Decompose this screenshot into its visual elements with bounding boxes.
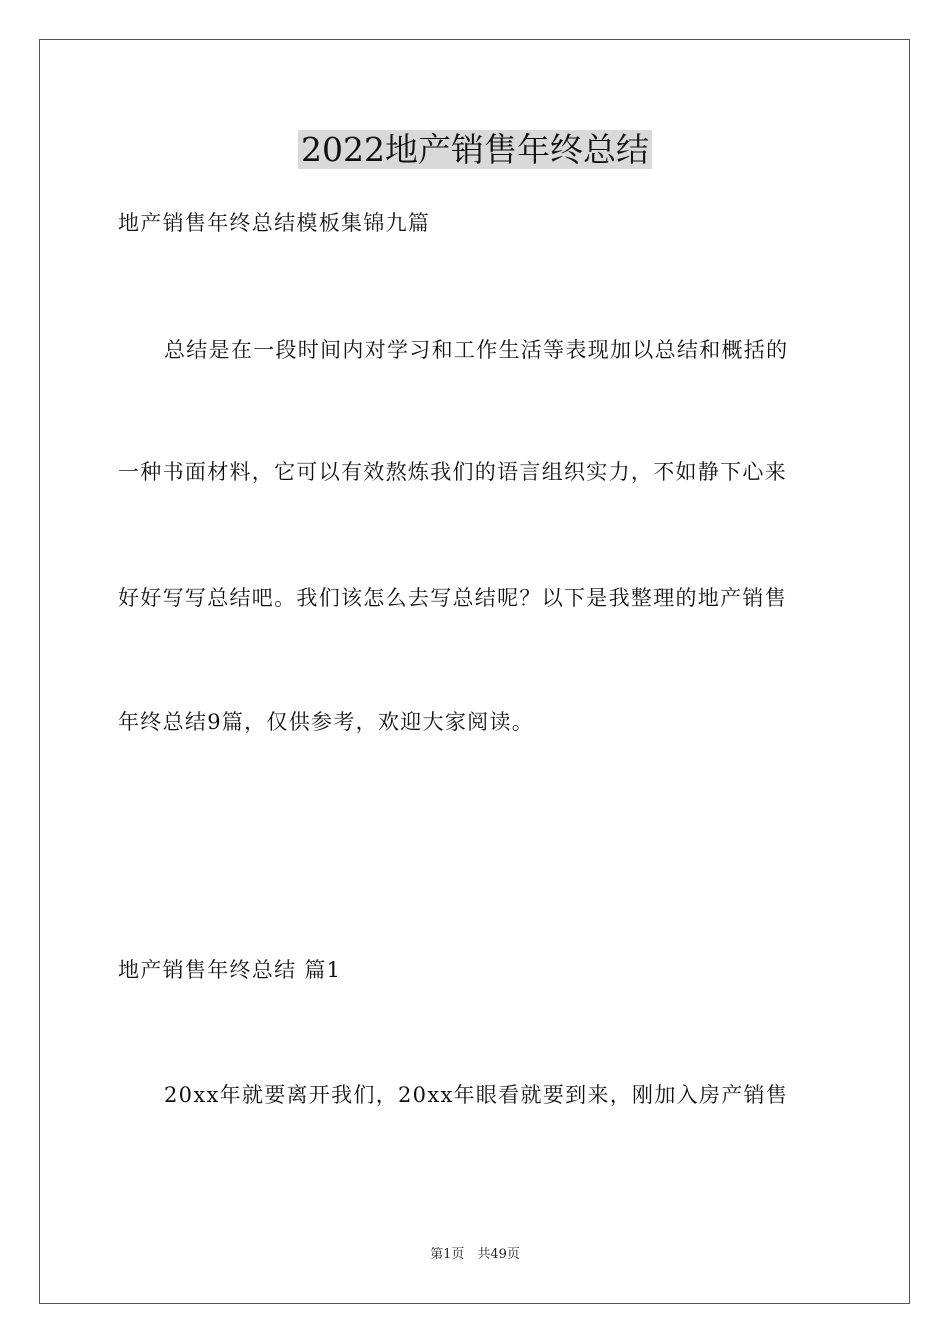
intro-paragraph-line-3: 好好写写总结吧。我们该怎么去写总结呢？以下是我整理的地产销售: [118, 586, 787, 610]
intro-paragraph-line-1: 总结是在一段时间内对学习和工作生活等表现加以总结和概括的: [164, 338, 789, 362]
section-paragraph-line-1: 20xx年就要离开我们，20xx年眼看就要到来，刚加入房产销售: [164, 1083, 789, 1107]
document-subtitle: 地产销售年终总结模板集锦九篇: [118, 211, 431, 235]
document-title: [0, 128, 950, 172]
intro-paragraph-line-2: 一种书面材料，它可以有效熬炼我们的语言组织实力，不如静下心来: [118, 460, 787, 484]
intro-paragraph-line-4: 年终总结9篇，仅供参考，欢迎大家阅读。: [118, 710, 535, 734]
page-footer: 第1页 共49页: [430, 1247, 520, 1262]
document-title-text: 2022地产销售年终总结: [298, 130, 652, 169]
section-heading: 地产销售年终总结 篇1: [118, 958, 342, 982]
